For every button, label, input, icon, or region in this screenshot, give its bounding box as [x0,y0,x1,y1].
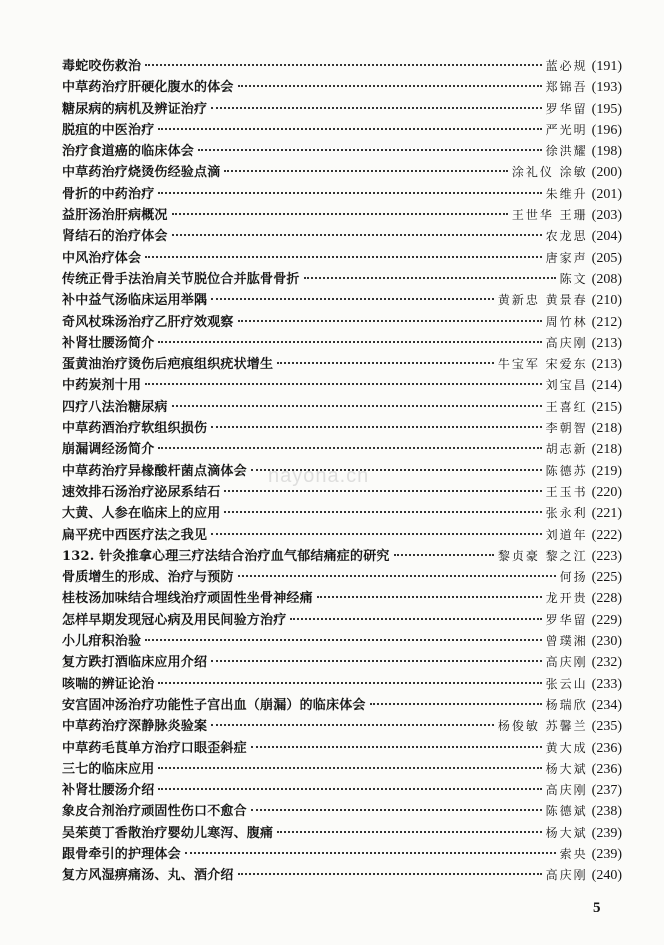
entry-author: 涂礼仪 涂敏 [511,165,588,180]
entry-title: 速效排石汤治疗泌尿系结石 [62,484,221,500]
toc-entry [62,503,622,524]
entry-page: (236) [591,740,622,756]
entry-page: (214) [591,378,622,394]
toc-entry [62,716,622,737]
entry-author: 黄新忠 黄景春 [497,293,588,308]
toc-entry [62,375,622,396]
entry-title: 小儿疳积治验 [62,634,142,650]
page-number: 5 [593,900,601,916]
dot-leader [238,85,542,87]
dot-leader [317,596,542,598]
entry-page: (213) [591,335,622,351]
entry-title: 治疗食道癌的临床体会 [62,144,195,160]
entry-title: 中风治疗体会 [62,250,142,266]
dot-leader [145,64,541,66]
toc-entry [62,205,622,226]
entry-author: 杨瑞欣 [545,697,588,712]
dot-leader [185,852,556,854]
dot-leader [172,234,542,236]
entry-author: 杨大斌 [545,825,588,840]
entry-author: 徐洪耀 [545,144,588,159]
toc-entry [62,695,622,716]
dot-leader [145,383,541,385]
toc-entry [62,588,622,609]
entry-page: (191) [591,59,622,74]
toc-entry [62,269,622,290]
entry-page: (223) [591,548,622,564]
entry-page: (198) [591,144,622,160]
entry-author: 朱维升 [545,186,588,201]
entry-author: 牛宝军 宋爱东 [497,357,588,372]
entry-page: (234) [591,697,622,713]
entry-page: (205) [591,250,622,266]
entry-title: 扁平疣中西医疗法之我见 [62,527,208,543]
entry-title: 中草药酒治疗软组织损伤 [62,421,208,437]
entry-author: 陈德斌 [545,804,588,819]
entry-author: 王玉书 [545,484,588,499]
entry-page: (215) [591,399,622,415]
entry-author: 蓝必规 [545,59,588,73]
dot-leader [211,724,494,726]
dot-leader [251,809,542,811]
entry-title: 补肾壮腰汤简介 [62,335,155,351]
entry-page: (200) [591,165,622,181]
dot-leader [158,447,541,449]
dot-leader [224,170,507,172]
toc-entry [62,674,622,695]
entry-title: 中草药治疗深静脉炎验案 [62,719,208,735]
entry-title: 吴茱萸丁香散治疗婴幼儿寒泻、腹痛 [62,825,274,841]
entry-page: (218) [591,442,622,458]
dot-leader [394,554,494,556]
dot-leader [211,107,541,109]
toc-entry [62,162,622,183]
entry-author: 陈文 [559,271,588,286]
entry-author: 高庆刚 [545,868,588,883]
entry-author: 罗华留 [545,101,588,116]
dot-leader [224,490,541,492]
toc-entry [62,290,622,311]
toc-entry [62,631,622,652]
dot-leader [158,341,541,343]
entry-title: 大黄、人参在临床上的应用 [62,506,221,522]
toc-entry [62,610,622,631]
entry-author: 龙开贵 [545,591,588,606]
entry-page: (193) [591,80,622,96]
entry-title: 中药炭剂十用 [62,378,142,394]
entry-title: 蛋黄油治疗烫伤后疤痕组织疣状增生 [62,357,274,373]
dot-leader [145,639,541,641]
toc-entry [62,226,622,247]
entry-author: 杨大斌 [545,761,588,776]
toc-entry [62,759,622,780]
toc-entry [62,865,622,886]
entry-author: 杨俊敏 苏馨兰 [497,719,588,734]
entry-author: 陈德苏 [545,463,588,478]
dot-leader [158,767,541,769]
dot-leader [158,192,541,194]
dot-leader [224,511,541,513]
entry-page: (230) [591,634,622,650]
entry-page: (196) [591,122,622,138]
toc-entry [62,56,622,77]
dot-leader [172,213,508,215]
entry-title: 怎样早期发现冠心病及用民间验方治疗 [62,612,287,628]
toc-entry [62,184,622,205]
toc-entry [62,141,622,162]
entry-title: 安宫固冲汤治疗功能性子宫出血（崩漏）的临床体会 [62,697,366,713]
entry-title: 肾结石的治疗体会 [62,229,168,245]
toc-entry [62,738,622,759]
toc-entry [62,354,622,375]
dot-leader [290,618,541,620]
dot-leader [172,405,542,407]
entry-page: (232) [591,655,622,671]
entry-title: 骨折的中药治疗 [62,186,155,202]
entry-author: 何扬 [559,570,588,585]
entry-author: 高庆刚 [545,783,588,798]
entry-page: (203) [591,208,622,224]
toc-entry [62,780,622,801]
toc-entry [62,77,622,98]
toc-entry [62,418,622,439]
toc-entry [62,120,622,141]
entry-page: (218) [591,421,622,437]
entry-page: (240) [591,868,622,884]
entry-author: 曾璞湘 [545,634,588,649]
entry-author: 黄大成 [545,740,588,755]
entry-author: 胡志新 [545,442,588,457]
entry-title: 补中益气汤临床运用举隅 [62,293,208,309]
entry-title: 四疗八法治糖尿病 [62,399,168,415]
entry-title: 益肝汤治肝病概况 [62,208,168,224]
entry-page: (229) [591,612,622,628]
entry-author: 张云山 [545,676,588,691]
entry-title: 132. 针灸推拿心理三疗法结合治疗血气郁结痛症的研究 [62,548,390,564]
entry-title: 奇风杖珠汤治疗乙肝疗效观察 [62,314,234,330]
entry-page: (222) [591,527,622,543]
dot-leader [158,788,541,790]
entry-title: 毒蛇咬伤救治 [62,59,142,74]
dot-leader [158,682,541,684]
entry-author: 张永利 [545,506,588,521]
toc-entry [62,525,622,546]
dot-leader [198,149,542,151]
entry-author: 李朝智 [545,421,588,436]
toc-entry [62,844,622,865]
entry-page: (237) [591,783,622,799]
entry-title: 中草药毛茛单方治疗口眼歪斜症 [62,740,247,756]
entry-author: 高庆刚 [545,335,588,350]
dot-leader [277,362,494,364]
toc-entry [62,312,622,333]
entry-title: 复方风湿痹痛汤、丸、酒介绍 [62,868,234,884]
entry-title: 中草药治疗肝硬化腹水的体会 [62,80,234,96]
entry-page: (236) [591,761,622,777]
dot-leader [238,873,542,875]
entry-author: 农龙思 [545,229,588,244]
entry-page: (195) [591,101,622,117]
entry-page: (221) [591,506,622,522]
dot-leader [277,831,541,833]
entry-title: 中草药治疗异椽酸杆菌点滴体会 [62,463,247,479]
toc-entry [62,397,622,418]
entry-title: 骨质增生的形成、治疗与预防 [62,570,234,586]
entry-page: (228) [591,591,622,607]
entry-page: (212) [591,314,622,330]
dot-leader [211,426,541,428]
dot-leader [370,703,542,705]
entry-author: 王世华 王珊 [511,208,588,223]
entry-page: (225) [591,570,622,586]
entry-page: (204) [591,229,622,245]
entry-title: 跟骨牵引的护理体会 [62,846,181,862]
entry-author: 罗华留 [545,612,588,627]
entry-title: 象皮合剂治疗顽固性伤口不愈合 [62,804,247,820]
entry-title: 糖尿病的病机及辨证治疗 [62,101,208,117]
entry-author: 高庆刚 [545,655,588,670]
entry-title: 脱疽的中医治疗 [62,122,155,138]
dot-leader [238,320,542,322]
entry-page: (235) [591,719,622,735]
entry-page: (210) [591,293,622,309]
entry-title: 复方跌打酒临床应用介绍 [62,655,208,671]
dot-leader [251,746,542,748]
entry-title: 桂枝汤加味结合埋线治疗顽固性坐骨神经痛 [62,591,313,607]
entry-title: 补肾壮腰汤介绍 [62,783,155,799]
entry-page: (239) [591,846,622,862]
entry-author: 唐家声 [545,250,588,265]
dot-leader [238,575,556,577]
entry-page: (219) [591,463,622,479]
dot-leader [211,660,541,662]
dot-leader [211,298,494,300]
entry-title: 崩漏调经汤简介 [62,442,155,458]
entry-page: (208) [591,271,622,287]
entry-title: 咳喘的辨证论治 [62,676,155,692]
entry-author: 王喜红 [545,399,588,414]
toc-entry [62,546,622,567]
dot-leader [158,128,541,130]
toc-entry [62,248,622,269]
entry-author: 黎贞豪 黎之江 [497,548,588,563]
toc-entry [62,439,622,460]
entry-author: 索央 [559,846,588,861]
toc-entry [62,99,622,120]
toc-entry [62,823,622,844]
entry-page: (220) [591,484,622,500]
toc-entry [62,652,622,673]
entry-author: 周竹林 [545,314,588,329]
watermark: nayona.cn [268,465,370,487]
toc-entry [62,333,622,354]
toc-entry [62,801,622,822]
entry-author: 郑锦吾 [545,80,588,95]
toc-entry [62,567,622,588]
entry-page: (213) [591,357,622,373]
entry-title: 传统正骨手法治肩关节脱位合并肱骨骨折 [62,271,300,287]
entry-author: 刘道年 [545,527,588,542]
entry-author: 严光明 [545,122,588,137]
entry-title: 中草药治疗烧烫伤经验点滴 [62,165,221,181]
entry-author: 刘宝昌 [545,378,588,393]
dot-leader [304,277,556,279]
entry-page: (238) [591,804,622,820]
entry-page: (239) [591,825,622,841]
dot-leader [145,256,541,258]
dot-leader [211,533,541,535]
entry-title: 三七的临床应用 [62,761,155,777]
entry-page: (233) [591,676,622,692]
entry-page: (201) [591,186,622,202]
